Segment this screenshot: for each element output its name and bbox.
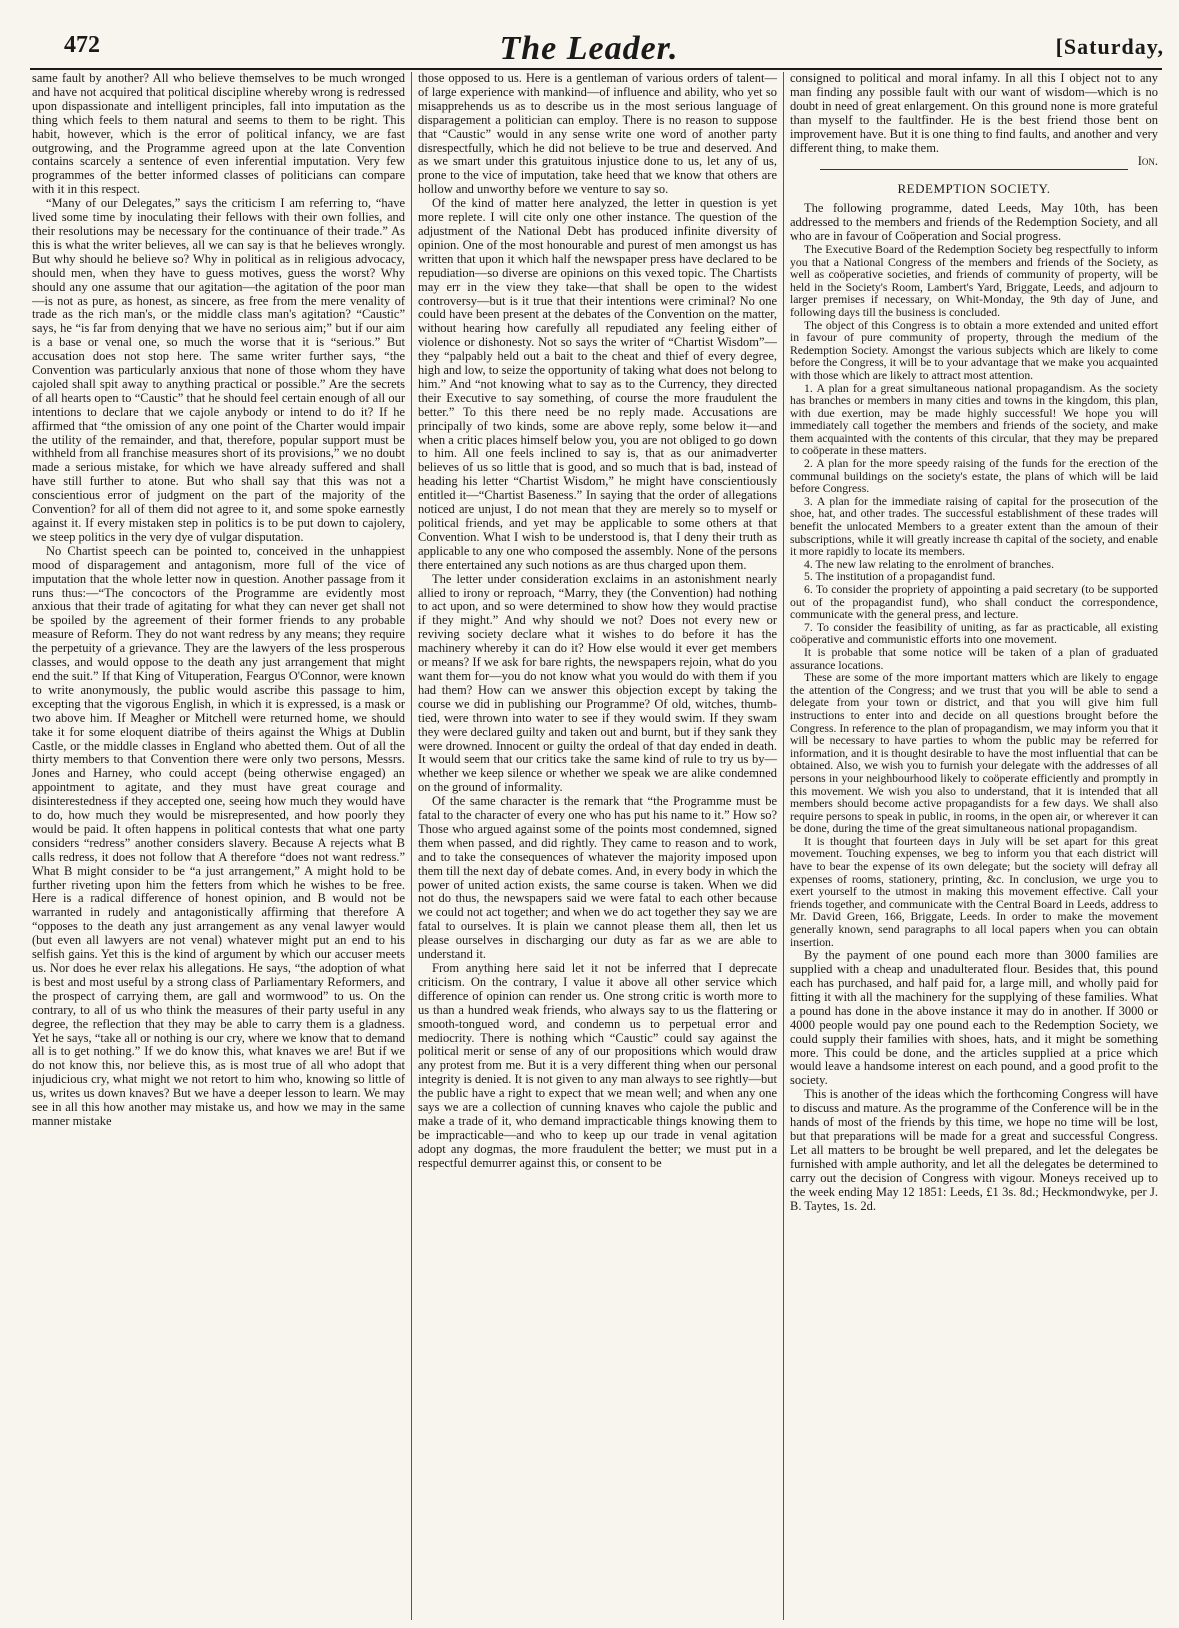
page-number: 472 — [64, 32, 100, 58]
newspaper-title: The Leader. — [499, 30, 679, 67]
column-divider — [783, 72, 784, 1620]
column-1 — [32, 72, 405, 1620]
paragraph: The letter under consideration exclaims in an astonishment nearly allied to irony or reproach, “Marry, they (the Convention) had nothing to act upon, and so were determined to show how they would practise if they might.” And why should we not? Does not every new or reviving society declare what it wishes to do before it has the machinery whereby it can do it? How else would it ever get members or means? If we ask for bare rights, the newspapers rejoin, what do you want them for—you do not know what you would do with them if you had them? How can we answer this objection except by taking the course we did in publishing our Programme? Of old, witches, thumb-tied, were thrown into water to see if they would swim. If they swam they were declared guilty and taken out and burnt, but if they sank they were drowned. Innocent or guilty the ordeal of that day ended in death. It would seem that our critics take the same kind of rule to try us by—whether we keep silence or whether we speak we are alike condemned on the ground of informality. — [418, 571, 777, 795]
paragraph: those opposed to us. Here is a gentleman of various orders of talent—of large experience with mankind—of influence and ability, who yet so misapprehends us as to describe us in the most serious language of disparagement a politician can employ. There is no reason to suppose that “Caustic” would in any sense write one word of another party disrespectfully, which he did not believe to be true and deserved. And as we smart under this gratuitous injustice done to us, let any of us, prone to the vice of imputation, take heed that we know that others are hollow and unworthy before we venture to say so. — [418, 72, 777, 197]
paragraph: Of the kind of matter here analyzed, the letter in question is yet more replete. I will cite only one other instance. The question of the adjustment of the National Debt has produced infinite diversity of opinion. One of the most honourable and purest of men amongst us has written that upon it which half the newspaper press have declared to be repudiation—so diverse are opinions on this vexed topic. The Chartists may err in the view they take—that shall be open to the widest controversy—but is it true that their intentions were criminal? No one could have been present at the debates of the Convention on the matter, without hearing how carefully all repudiated any feeling either of violence or dishonesty. Not so says the writer of “Chartist Wisdom”—they “palpably held out a bait to the cheat and thief of every degree, high and low, to seize the opportunity of taking what does not belong to him.” And “not knowing what to say as to the Currency, they directed their Executive to say something, of course the more fraudulent the better.” To this there need be no reply made. Accusations are principally of two kinds, some are above reply, some below it—and when a critic places himself below you, you are not obliged to go down to him. All one feels inclined to say is, that as our animadverter believes of us so little that is good, and so much that is bad, instead of heading his letter “Chartist Wisdom,” he might have conscientiously entitled it—“Chartist Baseness.” In saying that the order of allegations noticed are unjust, I do not mean that they are merely so to myself or political friends, and yet may be applicable to some others at that Convention. What I wish to be understood is, that I deny their truth as applicable to any one who composed the assembly. None of the persons there entertained any such notions as are thus charged upon them. — [418, 196, 777, 572]
list-item: 7. To consider the feasibility of uniting, as far as practicable, all existing coöperative and communistic efforts into one movement. — [790, 620, 1158, 647]
section-separator — [820, 169, 1128, 170]
column-3 — [790, 72, 1158, 1620]
paragraph: consigned to political and moral infamy. In all this I object not to any man finding any possible fault with our want of wisdom—which is no doubt in need of great enlargement. On this ground none is more grateful than myself to the faultfinder. He is the best friend those bent on improvement have. But it is one thing to find faults, and another and very different thing, to make them. — [790, 72, 1158, 155]
column-divider — [411, 72, 412, 1620]
author-signature: Ion. — [1137, 154, 1158, 169]
section-heading: REDEMPTION SOCIETY. — [897, 181, 1051, 197]
list-item: 4. The new law relating to the enrolment of branches. — [804, 557, 1055, 571]
list-item: 6. To consider the propriety of appointing a paid secretary (to be supported out of the propagandist fund), who shall conduct the correspondence, communicate with the general press, and lecture. — [790, 583, 1158, 622]
header-rule — [30, 68, 1162, 70]
paragraph: This is another of the ideas which the forthcoming Congress will have to discuss and mature. As the programme of the Conference will be in the hands of most of the friends by this time, we hope no time will be lost, but that preparations will be made for a great and successful Congress. Let all matters to be brought be well prepared, and let the delegates be furnished with ample authority, and let all the delegates be determined to carry out the decision of Congress with vigour. Moneys received up to the week ending May 12 1851: Leeds, £1 3s. 8d.; Heckmondwyke, per J. B. Taytes, 1s. 2d. — [790, 1087, 1158, 1213]
paragraph: These are some of the more important matters which are likely to engage the attention of the Congress; and we trust that you will be able to send a delegate from your town or district, and that you will give him full instructions to enter into and decide on all questions brought before the Congress. In reference to the plan of propagandism, we may inform you that it will be necessary to have parties to whom the public may be referred for information, and it is thought desirable to have the most influential that can be obtained. Also, we wish you to furnish your delegate with the addresses of all persons in your neighbourhood likely to coöperate efficiently and promptly in this movement. We wish you also to understand, that it is intended that all members should become active propagandists for a few days. We shall also require persons to speak in public, in rooms, in the open air, or wherever it can be done, during the time of the great simultaneous national propagandism. — [790, 671, 1158, 836]
list-item: 2. A plan for the more speedy raising of the funds for the erection of the communal buildings on the society's estate, the plans of which will be laid before Congress. — [790, 457, 1158, 496]
list-item: 1. A plan for a great simultaneous national propagandism. As the society has branches or members in many cities and towns in the kingdom, this plan, with due exertion, may be made highly successful! We hope you will immediately call together the members and friends of the society, and make them acquainted with the contents of this circular, that they may be prepared to coöperate in these matters. — [790, 381, 1158, 458]
paragraph: The Executive Board of the Redemption Society beg respectfully to inform you that a National Congress of the members and friends of the Society, as well as coöperative societies, and friends of community of property, will be held in the Society's Room, Lambert's Yard, Briggate, Leeds, and adjourn to larger premises if necessary, on Whit-Monday, the 9th day of June, and following days till the business is concluded. — [790, 242, 1158, 319]
paragraph: From anything here said let it not be inferred that I deprecate criticism. On the contrary, I value it above all other service which difference of opinion can render us. One strong critic is worth more to us than a hundred weak friends, who always say to us the flattering or smooth-tongued word, and condemn us to perpetual error and mediocrity. There is nothing which “Caustic” could say against the political merit or sense of any of our propositions which would draw any protest from me. But it is a very different thing when our personal integrity is denied. It is not given to any man always to see rightly—but the public have a right to expect that we mean well; and when any one says we are a collection of cunning knaves who cajole the public and make a trade of it, who demand impracticable things knowing them to be impracticable—and who to keep up our trade in venal agitation adopt any dogmas, the more fraudulent the better; we must put in a respectful demurrer against this, or consent to be — [418, 961, 777, 1170]
paragraph: The following programme, dated Leeds, May 10th, has been addressed to the members and friends of the Redemption Society, and all who are in favour of Coöperation and Social progress. — [790, 201, 1158, 244]
paragraph: No Chartist speech can be pointed to, conceived in the unhappiest mood of disparagement and antagonism, more full of the vice of imputation that the whole letter now in question. Another passage from it runs thus:—“The concoctors of the Programme are evidently most anxious that their trade of agitating for what they can never get shall not be spoiled by the agreement of their former friends to any probable measure of Reform. They do not want redress by any means; they require the perpetuity of a grievance. They are the lawyers of the less prosperous classes, and would oppose to the death any just arrangement that might end the suit.” If that King of Vituperation, Feargus O'Connor, were known to write anonymously, the public would ascribe this passage to him, excepting that the vigorous English, in which it is expressed, is a mask or two above him. If Meagher or Mitchell were returned home, we should take it for some eloquent diatribe of theirs against the Whigs at Dublin Castle, or the middle classes in England who abetted them. Out of all the thirty members to that Convention there were only two persons, Messrs. Jones and Harney, who could accept (being otherwise engaged) an appointment to agitate, and they must have great courage and disinterestedness if they accepted one, seeing how much they would have to do, how much they would be misrepresented, and how poorly they would be paid. It often happens in political contests that what one party considers “redress” another considers slavery. Because A rejects what B calls redress, it does not follow that A therefore “does not want redress.” What B might consider to be “a just arrangement,” A might hold to be further riveting upon him the fetters from which he wishes to be free. Here is a radical difference of honest opinion, and B would not be warranted in rudely and antagonistically affirming that therefore A “opposes to the death any just arrangement as any venal lawyer would (but even all lawyers are not venal) whatever might put an end to his selfish gains. Yet this is the kind of argument by which our accuser meets us. Nor does he ever relax his allegations. He says, “the adoption of what is best and most useful by a strong class of Parliamentary Reformers, and the prospect of carrying them, are gall and wormwood” to us. On the contrary, to all of us who think the measures of their party useful in any degree, the reflection that they may be able to carry them is a gladness. Yet he says, “take all or nothing is our cry, where we know that to demand all is to get nothing.” If we do know this, what knaves we are! But if we do not know this, nor believe this, as is most true of all who adopt that injudicious cry, what might we not retort to him who, knowing so little of us, writes us down knaves? But we have a deeper lesson to learn. We may see in all this how another may mistake us, and how we may in the same manner mistake — [32, 543, 405, 1128]
paragraph: By the payment of one pound each more than 3000 families are supplied with a cheap and unadulterated flour. Besides that, this pound each has purchased, and half paid for, a large mill, and wholly paid for fitting it with all the machinery for the supplying of these families. What a pound has done in the above instance it may do in another. If 3000 or 4000 people would pay one pound each to the Redemption Society, we could supply their families with shoes, hats, and it might be something more. This could be done, and the articles supplied at a price which would leave a handsome interest on each pound, and a good profit to the society. — [790, 948, 1158, 1088]
programme-block — [790, 244, 1158, 949]
list-item: 5. The institution of a propagandist fund. — [804, 570, 996, 584]
paragraph: The object of this Congress is to obtain a more extended and united effort in favour of pure community of property, through the medium of the Redemption Society. Amongst the various subjects which are likely to come before the Congress, it will be to your advantage that we make you acquainted with those which are likely to attract most attention. — [790, 318, 1158, 382]
paragraph: same fault by another? All who believe themselves to be much wronged and have not acquired that political discipline whereby wrong is redressed upon dispassionate and intelligent principles, fall into imputation as the thing which feels to them natural and seems to them to be right. This habit, however, which is the error of political infancy, we are fast outgrowing, and the Programme agreed upon at the late Convention contains scarcely a sentence of even inferential imputation. Very few programmes of the better informed classes of politicians can compare with it in this respect. — [32, 72, 405, 197]
column-2 — [418, 72, 777, 1620]
paragraph: It is thought that fourteen days in July will be set apart for this great movement. Touching expenses, we beg to inform you that each district will have to bear the expense of its own delegate; but the society will defray all expenses of rooms, stationery, printing, &c. In conclusion, we urge you to exert yourself to the utmost in making this movement effective. Call your friends together, and communicate with the Central Board in Leeds, address to Mr. David Green, 166, Briggate, Leeds. In order to make the movement generally known, send paragraphs to all local papers when you can obtain insertion. — [790, 834, 1158, 949]
paragraph: “Many of our Delegates,” says the criticism I am referring to, “have lived some time by inoculating their fellows with their own follies, and their resolutions may be necessary for the continuance of their trade.” As this is what the writer believes, all we can say is that he believes wrongly. But why should he believe so? Why in political as in religious advocacy, should men, when they have to guess motives, guess the worst? Why should any one assume that our agitation—the agitation of the poor man—is not as pure, as honest, as sincere, as free from the mere venality of trade as the rich man's, or the middle class man's agitation? “Caustic” says, he “is far from denying that we have no serious aim;” but if our aim is a base or venal one, so much the worse that it is “serious.” But accusation does not stop here. The same writer further says, “the Convention was particularly anxious that none of those whom they have cajoled shall spit away to anything practical or possible.” Are the secrets of all hearts open to “Caustic” that he should feel certain enough of all our intentions to declare that we cajole anybody or intend to do it? If he affirmed that “the omission of any one point of the Charter would impair the utility of the remainder, and that, therefore, popular support must be withheld from all franchise measures short of its provisions,” we no doubt made a serious mistake, for which we have already suffered and shall have still further to atone. But who shall say that this was not a conscientious error of judgment on the part of the majority of the Convention? for all of them did not agree to it, and some spoke earnestly against it. If every mistaken step in politics is to be put down to cajolery, we steep politics in the very dye of vulgar disputation. — [32, 196, 405, 544]
paragraph: Of the same character is the remark that “the Programme must be fatal to the character of every one who has put his name to it.” How so? Those who argued against some of the points most condemned, signed them when passed, and did rightly. They came to reason and to work, and to take the consequences of whatever the majority imposed upon them till the next day of debate comes. And, in every body in which the power of united action exists, the same course is taken. When we did not do thus, the newspapers said we were fatal to each other because we could not act together; and when we do act together they say we are fatal to ourselves. It is plain we cannot please them all, then let us please ourselves in discharging our duty as far as we are able to understand it. — [418, 794, 777, 962]
issue-day: [Saturday, — [1055, 34, 1164, 59]
paragraph: It is probable that some notice will be taken of a plan of graduated assurance locations. — [790, 645, 1158, 672]
list-item: 3. A plan for the immediate raising of capital for the prosecution of the shoe, hat, and other trades. The successful establishment of these trades will benefit the unlocated Members to a greater extent than the amoun of their subscriptions, while it will greatly increase th capital of the society, and enable it more rapidly to locate its members. — [790, 494, 1158, 559]
